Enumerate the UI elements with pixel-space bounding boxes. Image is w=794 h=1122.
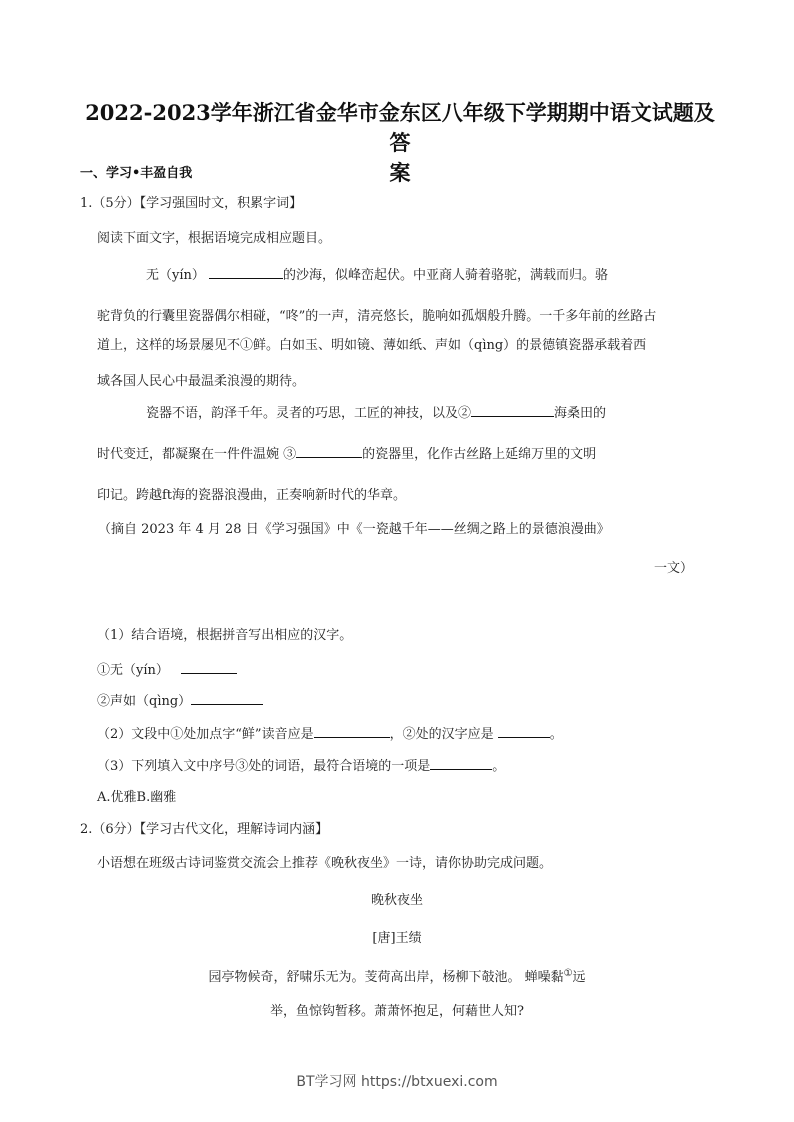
subquestion-3 [97,755,505,774]
passage-line-6 [97,443,596,462]
poem-title: 晚秋夜坐 [370,893,423,908]
answer-blank[interactable] [314,725,390,738]
instruction: 阅读下面文字，根据语境完成相应题目。 [97,231,332,246]
subquestion-1-item-2 [97,690,263,709]
passage-line-3: 道上，这样的场景屡见不①鲜。白如玉、明如镜、薄如纸、声如（qìng）的景德镇瓷器承载着西 [97,338,647,353]
poem-line-1 [0,966,794,985]
poem-line-2: 举，鱼惊钩暂移。萧萧怀抱足，何藉世人知? [270,1004,524,1019]
source-citation-end: 一文） [654,561,694,576]
passage-text: 无（yín） [146,268,205,283]
answer-blank[interactable] [191,692,263,705]
footer-watermark: BT学习网 https://btxuexi.com [296,1074,498,1090]
title-line-2: 案 [389,160,411,185]
passage-line-5 [146,402,606,421]
answer-blank[interactable] [471,404,554,417]
poem-text: 园亭物候奇，舒啸乐无为。芰荷高出岸，杨柳下攲池。 蝉噪黏 [208,970,564,985]
subquestion-1: （1）结合语境，根据拼音写出相应的汉字。 [97,628,353,643]
question-text: （3）下列填入文中序号③处的词语，最符合语境的一项是 [97,759,431,774]
question-2-header: 2.（6分）【学习古代文化，理解诗词内涵】 [80,822,329,837]
question-1-header: 1.（5分）【学习强国时文，积累字词】 [80,196,303,211]
poem-author: [唐]王绩 [372,931,422,946]
title-line-1: 2022-2023学年浙江省金华市金东区八年级下学期期中语文试题及答 [85,100,715,155]
passage-line-7: 印记。跨越ft海的瓷器浪漫曲，正奏响新时代的华章。 [97,488,407,503]
passage-line-1 [146,264,608,283]
passage-line-2: 驼背负的行囊里瓷器偶尔相碰，“咚”的一声，清亮悠长，脆响如孤烟般升腾。一千多年前的丝路古 [97,309,657,324]
subquestion-2 [97,723,563,742]
question-text: 。 [492,759,506,774]
answer-blank[interactable] [209,266,283,279]
answer-blank[interactable] [181,661,237,674]
question-text: 。 [549,727,563,742]
question-text: （2）文段中①处加点字“鲜”读音应是 [97,727,314,742]
footnote-marker: ① [563,968,573,979]
answer-blank[interactable] [498,725,550,738]
passage-text: 海桑田的 [554,406,607,421]
passage-text: 的沙海，似峰峦起伏。中亚商人骑着骆驼，满载而归。骆 [283,268,609,283]
question-2-intro: 小语想在班级古诗词鉴赏交流会上推荐《晚秋夜坐》一诗，请你协助完成问题。 [97,856,553,871]
poem-text: 远 [572,970,586,985]
answer-blank[interactable] [296,445,362,458]
source-citation: （摘自 2023 年 4 月 28 日《学习强国》中《一瓷越千年——丝绸之路上的景德浪漫曲》 [98,522,610,537]
passage-text: 瓷器不语，韵泽千年。灵者的巧思，工匠的神技，以及② [146,406,472,421]
question-text: ，②处的汉字应是 [389,727,494,742]
passage-line-4: 域各国人民心中最温柔浪漫的期待。 [97,374,306,389]
answer-blank[interactable] [430,757,492,770]
section-heading: 一、学习•丰盈自我 [80,166,193,181]
answer-options: A.优雅B.幽雅 [97,790,177,805]
item-label: ①无（yín） [97,663,169,678]
subquestion-1-item-1 [97,659,237,678]
passage-text: 时代变迁，都凝聚在一件件温婉 ③ [97,447,297,462]
passage-text: 的瓷器里，化作古丝路上延绵万里的文明 [362,447,597,462]
item-label: ②声如（qìng） [97,694,192,709]
